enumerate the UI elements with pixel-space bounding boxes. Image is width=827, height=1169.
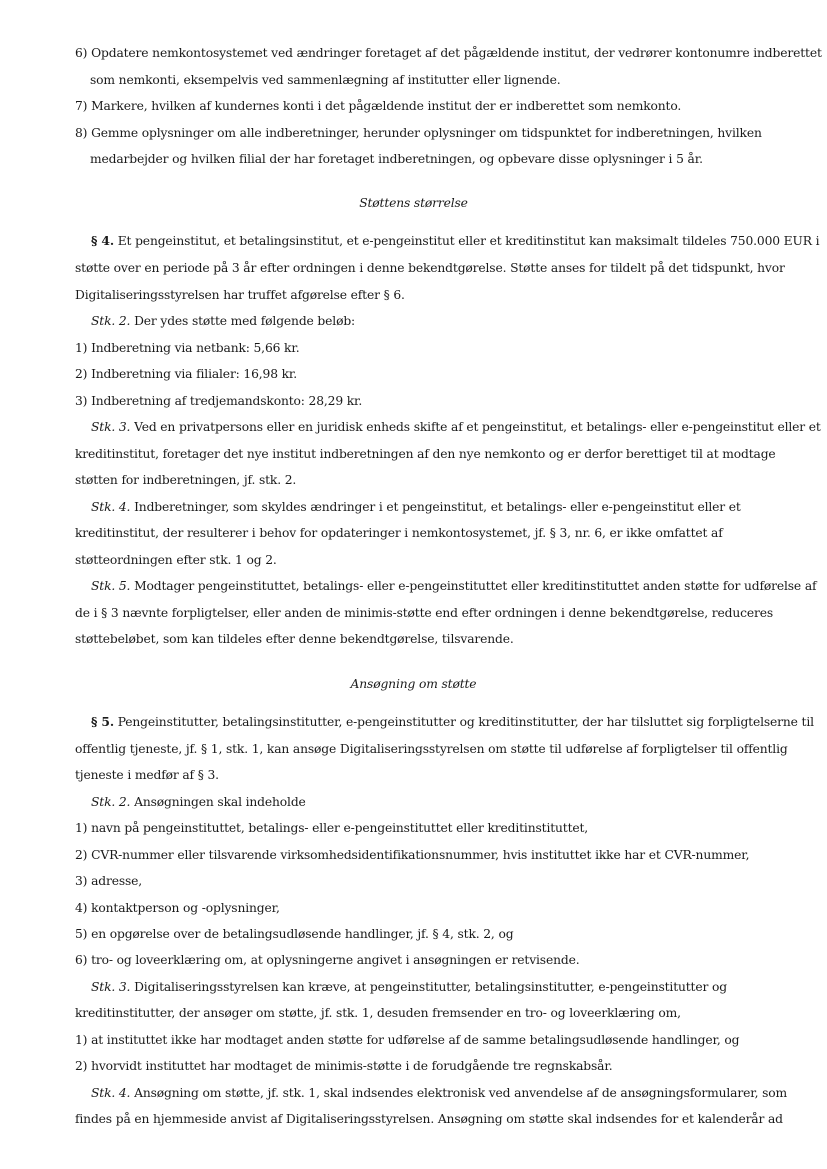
paragraph-line: kreditinstitutter, der ansøger om støtte, jf. stk. 1, desuden fremsender en tro- og loveerklæring om, bbox=[75, 1006, 681, 1020]
stk-line bbox=[91, 979, 727, 995]
stk-label: Stk. 4. bbox=[91, 500, 131, 514]
paragraph-line: findes på en hjemmeside anvist af Digitaliseringsstyrelsen. Ansøgning om støtte skal indsendes for et kalenderår ad bbox=[75, 1112, 783, 1126]
paragraph-line: offentlig tjeneste, jf. § 1, stk. 1, kan ansøge Digitaliseringsstyrelsen om støtte til udførelse af forpligtelser til offentlig bbox=[75, 742, 788, 756]
stk-text: Ved en privatpersons eller en juridisk enheds skifte af et pengeinstitut, et betalings- eller e-pengeinstitut eller et bbox=[130, 420, 821, 434]
stk-line bbox=[91, 578, 816, 594]
stk-text: Indberetninger, som skyldes ændringer i et pengeinstitut, et betalings- eller e-pengeinstitut eller et bbox=[130, 500, 741, 514]
requirement-item: 2) CVR-nummer eller tilsvarende virksomhedsidentifikationsnummer, hvis instituttet ikke har et CVR-nummer, bbox=[75, 848, 750, 862]
stk-text: Digitaliseringsstyrelsen kan kræve, at pengeinstitutter, betalingsinstitutter, e-pengeinstitutter og bbox=[130, 980, 727, 994]
paragraph-line: støtteordningen efter stk. 1 og 2. bbox=[75, 553, 277, 567]
list-item-continuation: som nemkonti, eksempelvis ved sammenlægning af institutter eller lignende. bbox=[90, 73, 561, 87]
paragraph-line: de i § 3 nævnte forpligtelser, eller anden de minimis-støtte end efter ordningen i denne bekendtgørelse, reduceres bbox=[75, 606, 773, 620]
stk-label: Stk. 3. bbox=[91, 420, 131, 434]
section-heading: Ansøgning om støtte bbox=[350, 677, 477, 691]
stk-text: Modtager pengeinstituttet, betalings- eller e-pengeinstituttet eller kreditinstituttet anden støtte for udførelse af bbox=[130, 579, 817, 593]
stk-label: Stk. 2. bbox=[91, 795, 131, 809]
paragraph-mark: § 4. bbox=[91, 233, 114, 248]
stk-text: Der ydes støtte med følgende beløb: bbox=[130, 314, 356, 328]
paragraph-mark: § 5. bbox=[91, 714, 114, 729]
stk-line bbox=[91, 1085, 787, 1101]
paragraph-line bbox=[91, 714, 814, 730]
list-item: 7) Markere, hvilken af kundernes konti i det pågældende institut der er indberettet som nemkonto. bbox=[75, 99, 682, 113]
stk-line bbox=[91, 313, 355, 329]
paragraph-line: støtten for indberetningen, jf. stk. 2. bbox=[75, 473, 297, 487]
list-item-continuation: medarbejder og hvilken filial der har foretaget indberetningen, og opbevare disse oplysninger i 5 år. bbox=[90, 152, 703, 166]
declaration-item: 1) at instituttet ikke har modtaget anden støtte for udførelse af de samme betalingsudløsende handlinger, og bbox=[75, 1033, 740, 1047]
amount-item: 1) Indberetning via netbank: 5,66 kr. bbox=[75, 341, 300, 355]
stk-text: Ansøgning om støtte, jf. stk. 1, skal indsendes elektronisk ved anvendelse af de ansøgningsformularer, som bbox=[130, 1086, 788, 1100]
section-heading: Støttens størrelse bbox=[359, 196, 468, 210]
paragraph-line bbox=[91, 233, 819, 249]
requirement-item: 4) kontaktperson og -oplysninger, bbox=[75, 901, 280, 915]
amount-item: 2) Indberetning via filialer: 16,98 kr. bbox=[75, 367, 298, 381]
paragraph-line: kreditinstitut, foretager det nye institut indberetningen af den nye nemkonto og er derfor berettiget til at modtage bbox=[75, 447, 776, 461]
list-item: 6) Opdatere nemkontosystemet ved ændringer foretaget af det pågældende institut, der vedrører kontonumre indberettet bbox=[75, 46, 822, 60]
amount-item: 3) Indberetning af tredjemandskonto: 28,29 kr. bbox=[75, 394, 363, 408]
requirement-item: 1) navn på pengeinstituttet, betalings- eller e-pengeinstituttet eller kreditinstituttet, bbox=[75, 821, 589, 835]
paragraph-text: Et pengeinstitut, et betalingsinstitut, et e-pengeinstitut eller et kreditinstitut kan maksimalt tildeles 750.000 EUR i bbox=[113, 234, 820, 248]
paragraph-line: kreditinstitut, der resulterer i behov for opdateringer i nemkontosystemet, jf. § 3, nr. 6, er ikke omfattet af bbox=[75, 526, 723, 540]
stk-label: Stk. 3. bbox=[91, 980, 131, 994]
paragraph-text: Pengeinstitutter, betalingsinstitutter, e-pengeinstitutter og kreditinstitutter, der har tilsluttet sig forpligtelserne til bbox=[113, 715, 814, 729]
paragraph-line: tjeneste i medfør af § 3. bbox=[75, 768, 219, 782]
paragraph-line: støttebeløbet, som kan tildeles efter denne bekendtgørelse, tilsvarende. bbox=[75, 632, 514, 646]
requirement-item: 6) tro- og loveerklæring om, at oplysningerne angivet i ansøgningen er retvisende. bbox=[75, 953, 580, 967]
paragraph-line: støtte over en periode på 3 år efter ordningen i denne bekendtgørelse. Støtte anses for tildelt på det tidspunkt, hvor bbox=[75, 261, 785, 275]
stk-label: Stk. 2. bbox=[91, 314, 131, 328]
stk-line bbox=[91, 794, 306, 810]
list-item: 8) Gemme oplysninger om alle indberetninger, herunder oplysninger om tidspunktet for indberetningen, hvilken bbox=[75, 126, 762, 140]
stk-label: Stk. 4. bbox=[91, 1086, 131, 1100]
stk-line bbox=[91, 499, 741, 515]
stk-line bbox=[91, 419, 821, 435]
stk-label: Stk. 5. bbox=[91, 579, 131, 593]
stk-text: Ansøgningen skal indeholde bbox=[130, 795, 306, 809]
paragraph-line: Digitaliseringsstyrelsen har truffet afgørelse efter § 6. bbox=[75, 288, 405, 302]
requirement-item: 5) en opgørelse over de betalingsudløsende handlinger, jf. § 4, stk. 2, og bbox=[75, 927, 514, 941]
requirement-item: 3) adresse, bbox=[75, 874, 143, 888]
declaration-item: 2) hvorvidt instituttet har modtaget de minimis-støtte i de forudgående tre regnskabsår. bbox=[75, 1059, 613, 1073]
